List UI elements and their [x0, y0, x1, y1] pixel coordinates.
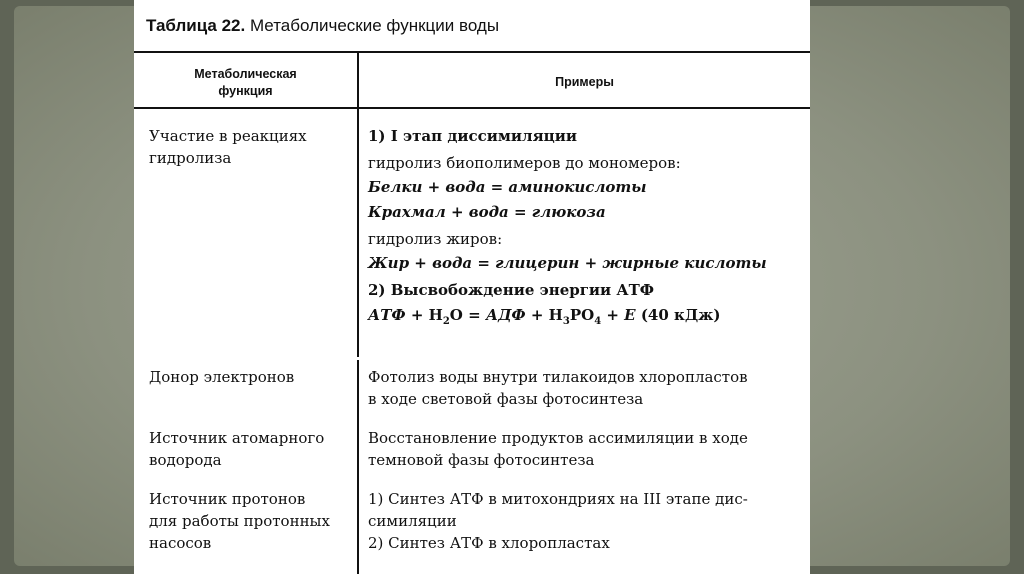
row1-hydrolysis-fats: гидролиз жиров:	[368, 230, 503, 248]
row3-examples	[368, 427, 748, 471]
row4-examples	[368, 488, 748, 554]
row4-function-line3: насосов	[149, 534, 212, 552]
atp-f: + H	[525, 306, 563, 324]
row4-function	[149, 488, 330, 554]
row2-example-line1: Фотолиз воды внутри тилакоидов хлоропластов	[368, 368, 748, 386]
row1-examples	[368, 125, 808, 326]
row1-equation-fat: Жир + вода = глицерин + жирные кислоты	[368, 254, 767, 272]
row1-stage2: 2) Высвобождение энергии АТФ	[368, 281, 655, 299]
row2-examples	[368, 366, 748, 410]
header-bottom-rule	[134, 107, 810, 109]
row3-function	[149, 427, 324, 471]
row2-example-line2: в ходе световой фазы фотосинтеза	[368, 390, 644, 408]
atp-d: O =	[449, 306, 486, 324]
header-examples: Примеры	[555, 75, 614, 89]
row1-function-line2: гидролиза	[149, 149, 232, 167]
table-number: Таблица 22.	[146, 16, 246, 35]
row1-function	[149, 125, 307, 169]
row1-equation-starch: Крахмал + вода = глюкоза	[368, 203, 606, 221]
atp-j: +	[601, 306, 625, 324]
atp-i: 4	[594, 316, 602, 327]
column-divider-upper	[357, 109, 359, 357]
row1-equation-proteins: Белки + вода = аминокислоты	[368, 178, 647, 196]
atp-a: АТФ	[368, 306, 406, 324]
atp-c: 2	[442, 316, 450, 327]
header-function	[134, 66, 357, 100]
row3-example-line1: Восстановление продуктов ассимиляции в ходе	[368, 429, 748, 447]
atp-k: E	[624, 306, 636, 324]
row4-function-line2: для работы протонных	[149, 512, 330, 530]
column-divider-lower	[357, 360, 359, 574]
atp-e: АДФ	[485, 306, 526, 324]
row1-atp-equation	[368, 304, 808, 326]
atp-g: 3	[562, 316, 570, 327]
row3-function-line1: Источник атомарного	[149, 429, 325, 447]
table-title	[146, 16, 499, 36]
row4-example-line1: 1) Синтез АТФ в митохондриях на III этапе дис-	[368, 490, 748, 508]
row4-example-line3: 2) Синтез АТФ в хлоропластах	[368, 534, 610, 552]
atp-l: (40 кДж)	[635, 306, 721, 324]
row2-function-text: Донор электронов	[149, 368, 295, 386]
row2-function	[149, 366, 294, 388]
table-caption: Метаболические функции воды	[249, 16, 500, 35]
table-top-rule	[134, 51, 810, 53]
row1-stage1: 1) I этап диссимиляции	[368, 127, 578, 145]
row3-example-line2: темновой фазы фотосинтеза	[368, 451, 595, 469]
document-page	[134, 0, 810, 574]
header-function-line2: функция	[218, 84, 273, 98]
row3-function-line2: водорода	[149, 451, 222, 469]
atp-b: + H	[405, 306, 443, 324]
row4-function-line1: Источник протонов	[149, 490, 306, 508]
header-function-line1: Метаболическая	[194, 67, 297, 81]
atp-h: PO	[569, 306, 595, 324]
row1-function-line1: Участие в реакциях	[149, 127, 307, 145]
row4-example-line2: симиляции	[368, 512, 457, 530]
row1-hydrolysis-biopolymers: гидролиз биополимеров до мономеров:	[368, 154, 681, 172]
